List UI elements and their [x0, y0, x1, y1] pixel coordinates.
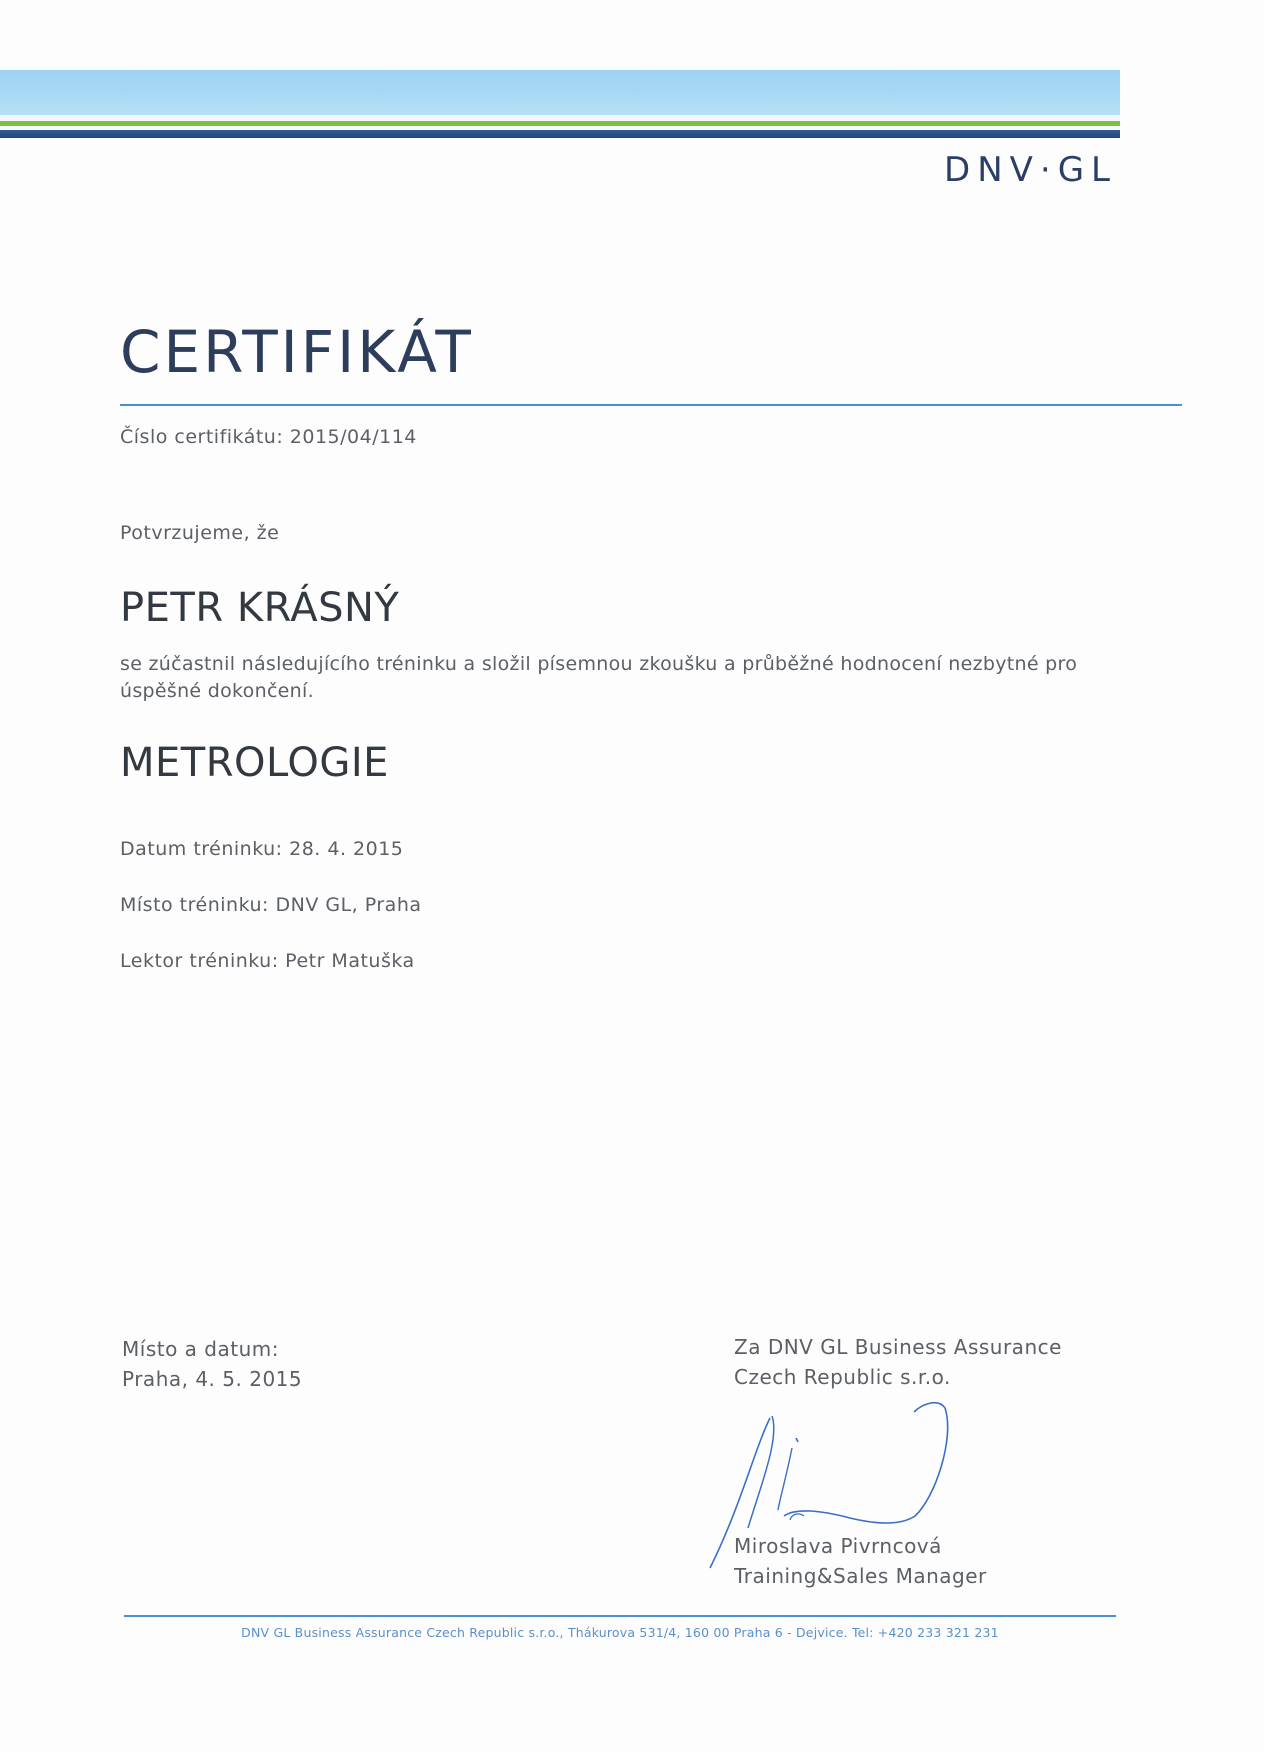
issuer-line-2: Czech Republic s.r.o. [734, 1365, 951, 1389]
statement-line-2: úspěšné dokončení. [120, 680, 314, 702]
footer-address: DNV GL Business Assurance Czech Republic s.r.o., Thákurova 531/4, 160 00 Praha 6 - Dejvice. Tel: +420 233 321 231 [241, 1625, 999, 1640]
recipient-name: PETR KRÁSNÝ [120, 585, 400, 631]
company-logo: DNV·GL [944, 150, 1117, 190]
place-date-value: Praha, 4. 5. 2015 [122, 1367, 303, 1391]
issuer-block [734, 1332, 1062, 1392]
signer-title: Training&Sales Manager [734, 1564, 987, 1588]
certificate-title: CERTIFIKÁT [120, 318, 474, 386]
header-stripes [0, 70, 1120, 140]
confirmation-intro: Potvrzujeme, že [120, 522, 280, 544]
statement-line-1: se zúčastnil následujícího tréninku a složil písemnou zkoušku a průběžné hodnocení nezbytné pro [120, 653, 1078, 675]
training-place: Místo tréninku: DNV GL, Praha [120, 894, 422, 916]
title-divider [120, 404, 1182, 406]
header-stripe-light-blue [0, 70, 1120, 115]
training-lector: Lektor tréninku: Petr Matuška [120, 950, 415, 972]
footer-divider [124, 1615, 1116, 1617]
place-date-label: Místo a datum: [122, 1337, 279, 1361]
course-name: METROLOGIE [120, 740, 389, 786]
signer-block [734, 1531, 987, 1591]
certificate-number: Číslo certifikátu: 2015/04/114 [120, 426, 417, 448]
signer-name: Miroslava Pivrncová [734, 1534, 942, 1558]
training-date: Datum tréninku: 28. 4. 2015 [120, 838, 404, 860]
header-stripe-navy [0, 130, 1120, 138]
issuer-line-1: Za DNV GL Business Assurance [734, 1335, 1062, 1359]
place-and-date [122, 1334, 302, 1394]
completion-statement [120, 651, 1140, 705]
